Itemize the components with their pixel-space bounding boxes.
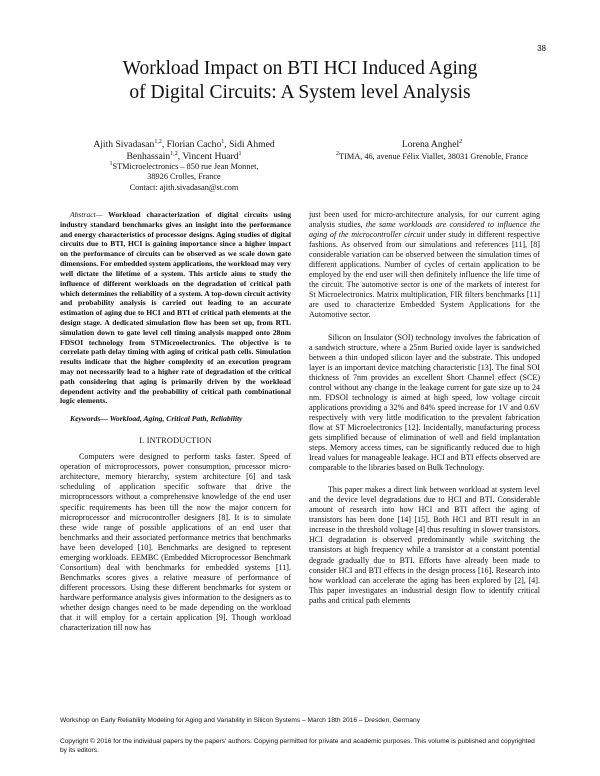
authors-block-right [312,139,552,162]
contact-email: Contact: ajith.sivadasan@st.com [129,182,239,192]
title-line-1: Workload Impact on BTI HCI Induced Aging [122,58,478,79]
author-name-right: Lorena Anghel$^2$ [401,138,463,150]
affiliation-right: $^2$TIMA, 46, avenue Félix Viallet, 38031 Grenoble, France [336,150,528,161]
abstract-text: Workload characterization of digital circuits using industry standard benchmarks gives an insight into the performance and energy characteristics of processor designs. Aging studies of digital circuits due to BTI, HCI is gaining importance since a higher impact on the performance of circuits can be observed as we scale down gate dimensions. For embedded system applications, the workload may very well dictate the lifetime of a system. This article aims to study the influence of different workloads on the degradation of critical path which determines the reliability of a system. A top-down circuit activity and probability analysis is carried out leading to an accurate estimation of aging due to HCI and BTI of critical path elements at the design stage. A dedicated simulation flow has been set up, from RTL simulation down to gate level cell timing analysis mapped onto 28nm FDSOI technology from STMicroelectronics. The objective is to correlate path delay timing with aging of critical path cells. Simulation results indicate that the higher complexity of an execution program may not necessarily lead to a higher rate of degradation of the critical path considering that aging is primarily driven by the workload dependent activity and the probability of critical path combinational logic elements. [60,210,291,406]
section-heading-introduction: I. INTRODUCTION [139,436,212,446]
abstract [60,210,291,406]
abstract-label: Abstract— [70,210,103,219]
right-paragraph-1: just been used for micro-architecture analysis, for our current aging analysis studies, the same workloads are considered to influence the aging of the microcontroller circuit under study in different respective fashions. As observed from our simulations and references [11], [8] considerable variation can be observed between the simulation times of different applications. Number of cycles of certain application to be employed by the end user will then definitely influence the life time of the circuit. The automotive sector is one of the markets of interest for St Microelectronics. Matrix multiplication, FIR filters benchmarks [11] are used to characterize Embedded System Applications for the Automotive sector. [309,210,540,320]
title-line-2: of Digital Circuits: A System level Analysis [129,82,471,103]
page-number: 38 [537,44,546,53]
footer-copyright: Copyright © 2016 for the individual papers by the papers' authors. Copying permitted for private and academic purposes. This volume is published and copyrighted by its editors. [60,738,535,754]
authors-block-left [66,139,302,193]
keywords: Keywords— Workload, Aging, Critical Path, Reliability [70,414,243,424]
paper-title [60,57,540,105]
footer-workshop: Workshop on Early Reliability Modeling for Aging and Variability in Silicon Systems – March 18th 2016 – Dresden, Germany [60,717,421,724]
right-paragraph-3: This paper makes a direct link between workload at system level and the device level degradations due to HCI and BTI. Considerable amount of research into how HCI and BTI affect the aging of transistors has been done [14] [15]. Both HCI and BTI result in an increase in the threshold voltage [4] thus resulting in slower transistors. HCI degradation is observed predominantly while switching the transistors at high frequency while a transistor at a constant potential degrade gradually due to BTI. Efforts have already been made to consider HCI and BTI effects in the design process [16]. Research into how workload can accelerate the aging has been explored by [2], [4]. This paper investigates an industrial design flow to identify critical paths and critical path elements [309,485,540,605]
right-column [309,210,540,606]
right-paragraph-2: Silicon on Insulator (SOI) technology involves the fabrication of a sandwich structure, where a 25nm Buried oxide layer is sandwiched between a thin undoped silicon layer and the substrate. This undoped layer is an important device matching characteristic [13]. The final SOI thickness of 7nm provides an excellent Short Channel effect (SCE) control without any change in the leakage current for gate size up to 24 nm. FDSOI technology is aimed at high speed, low voltage circuit applications providing a 32% and 84% speed increase for 1V and 0.6V respectively with very little modification to the prevalent fabrication flow at ST Microelectronics [12]. Incidentally, manufacturing process gets simplified because of elimination of well and field implantation steps. Memory access times, can be significantly reduced due to high Iread values for manageable leakage. HCI and BTI effects observed are comparable to the libraries based on Bulk Technology. [309,332,540,473]
left-column [60,210,291,633]
author-line-1: Ajith Sivadasan$^{1,2}$, Florian Cacho$^1$, Sidi Ahmed [93,138,275,150]
affiliation-left: $^1$STMicroelectronics – 850 rue Jean Monnet, 38926 Crolles, France Contact: ajith.sivadasan@st.com [66,162,302,193]
author-line-2: Benhassain$^{1,2}$, Vincent Huard$^1$ [126,150,242,162]
intro-paragraph-1: Computers were designed to perform tasks faster. Speed of operation of microprocessors, power consumption, processor micro-architecture, memory hierarchy, system architecture [6] and task scheduling of application specific software that drive the microprocessors without a comprehensive knowledge of the end user specific requirements has been till the now the major concern for microprocessor and microcontroller designers [8]. It is to simulate these wide range of possible applications of an end user that benchmarks and their associated performance metrics that benchmarks have been developed [10]. Benchmarks are designed to represent emerging workloads. EEMBC (Embedded Microprocessor Benchmark Consortium) deal with benchmarks for embedded systems [11]. Benchmarks scores gives a relative measure of performance of different processors. Using these different benchmarks for system or hardware performance analysis gives information to the designers as to whether design changes need to be made depending on the workload that it will employ for a certain application [9]. Though workload characterization till now has [60,452,291,633]
